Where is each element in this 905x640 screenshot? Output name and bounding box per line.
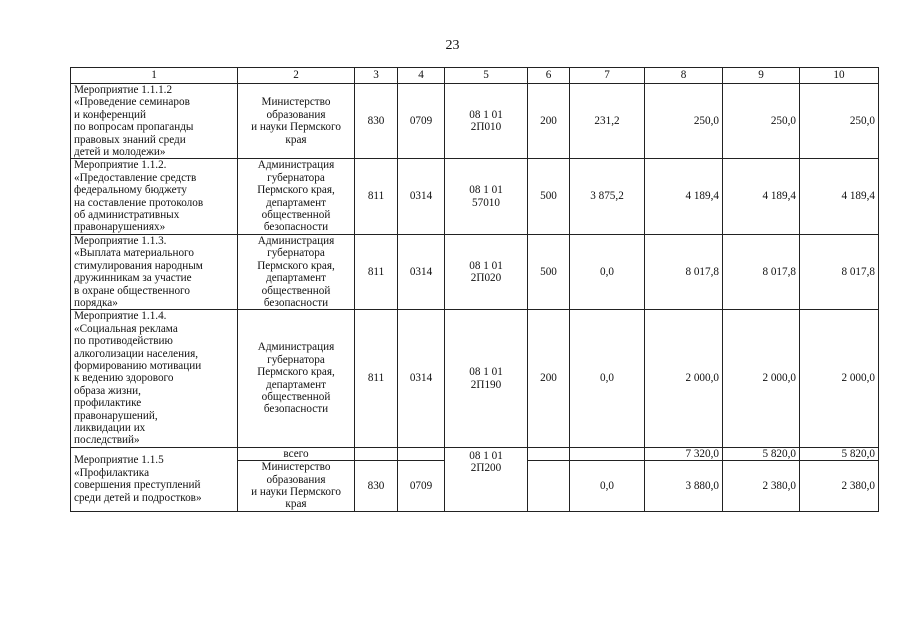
cell-col9: 250,0: [723, 84, 800, 159]
header-row: [71, 68, 879, 84]
header-col-2: 2: [238, 68, 355, 84]
cell-col4: 0709: [398, 461, 445, 512]
cell-col9: 8 017,8: [723, 234, 800, 309]
cell-col3: 830: [355, 84, 398, 159]
cell-col6: 200: [528, 84, 570, 159]
header-col-8: 8: [645, 68, 723, 84]
agency-cell: всего: [238, 447, 355, 460]
cell-col8: 4 189,4: [645, 159, 723, 234]
kbk-line-1: 08 1 01: [469, 449, 503, 462]
table-row: [71, 159, 879, 234]
cell-col4: [398, 447, 445, 460]
cell-col8: 250,0: [645, 84, 723, 159]
header-col-3: 3: [355, 68, 398, 84]
cell-col7: [570, 447, 645, 460]
event-name-cell: Мероприятие 1.1.5 «Профилактика совершения преступлений среди детей и подростков»: [71, 447, 238, 511]
cell-col4: 0709: [398, 84, 445, 159]
cell-col9: 4 189,4: [723, 159, 800, 234]
cell-col9: 2 000,0: [723, 310, 800, 447]
header-col-7: 7: [570, 68, 645, 84]
cell-col10: 2 380,0: [800, 461, 879, 512]
kbk-line-2: 57010: [472, 196, 500, 209]
cell-col7: 231,2: [570, 84, 645, 159]
kbk-line-2: 2П020: [470, 272, 502, 285]
cell-col3: 811: [355, 159, 398, 234]
kbk-line-2: 2П200: [470, 462, 502, 475]
cell-col7: 0,0: [570, 461, 645, 512]
cell-col10: 2 000,0: [800, 310, 879, 447]
header-col-9: 9: [723, 68, 800, 84]
table-row: [71, 84, 879, 159]
header-col-4: 4: [398, 68, 445, 84]
kbk-cell: [445, 234, 528, 309]
cell-col6: [528, 447, 570, 460]
kbk-line-1: 08 1 01: [469, 259, 503, 272]
cell-col3: [355, 447, 398, 460]
agency-cell: Министерство образования и науки Пермского края: [238, 84, 355, 159]
budget-table: [70, 67, 879, 512]
cell-col7: 0,0: [570, 234, 645, 309]
page-number: 23: [445, 38, 460, 53]
cell-col8: 3 880,0: [645, 461, 723, 512]
cell-col3: 811: [355, 310, 398, 447]
header-col-6: 6: [528, 68, 570, 84]
kbk-line-1: 08 1 01: [469, 184, 503, 197]
cell-col8: 7 320,0: [645, 447, 723, 460]
kbk-cell: [445, 84, 528, 159]
kbk-line-1: 08 1 01: [469, 108, 503, 121]
cell-col4: 0314: [398, 159, 445, 234]
cell-col7: 3 875,2: [570, 159, 645, 234]
cell-col10: 250,0: [800, 84, 879, 159]
header-col-1: 1: [71, 68, 238, 84]
event-name-cell: Мероприятие 1.1.3. «Выплата материального стимулирования народным дружинникам за участие в охране общественного порядка»: [71, 234, 238, 309]
cell-col6: 500: [528, 159, 570, 234]
cell-col8: 2 000,0: [645, 310, 723, 447]
cell-col6: [528, 461, 570, 512]
agency-cell: Администрация губернатора Пермского края, департамент общественной безопасности: [238, 234, 355, 309]
kbk-line-2: 2П010: [470, 121, 502, 134]
cell-col8: 8 017,8: [645, 234, 723, 309]
kbk-cell: [445, 159, 528, 234]
table-row: [71, 234, 879, 309]
cell-col6: 200: [528, 310, 570, 447]
table-row: [71, 447, 879, 460]
header-col-10: 10: [800, 68, 879, 84]
kbk-line-2: 2П190: [470, 378, 502, 391]
cell-col9: 2 380,0: [723, 461, 800, 512]
event-name-cell: Мероприятие 1.1.2. «Предоставление средств федеральному бюджету на составление протоколов об административных правонарушениях»: [71, 159, 238, 234]
kbk-cell: [445, 447, 528, 511]
header-col-5: 5: [445, 68, 528, 84]
agency-cell: Администрация губернатора Пермского края, департамент общественной безопасности: [238, 159, 355, 234]
event-name-cell: Мероприятие 1.1.4. «Социальная реклама по противодействию алкоголизации населения, формированию мотивации к ведению здорового образа жизни, профилактике правонарушений, ликвидации их последствий»: [71, 310, 238, 447]
table-row: [71, 310, 879, 447]
cell-col6: 500: [528, 234, 570, 309]
cell-col10: 8 017,8: [800, 234, 879, 309]
cell-col3: 811: [355, 234, 398, 309]
cell-col9: 5 820,0: [723, 447, 800, 460]
cell-col10: 4 189,4: [800, 159, 879, 234]
cell-col4: 0314: [398, 310, 445, 447]
kbk-line-1: 08 1 01: [469, 366, 503, 379]
cell-col10: 5 820,0: [800, 447, 879, 460]
agency-cell: Администрация губернатора Пермского края, департамент общественной безопасности: [238, 310, 355, 447]
agency-cell: Министерство образования и науки Пермского края: [238, 461, 355, 512]
cell-col3: 830: [355, 461, 398, 512]
event-name-cell: Мероприятие 1.1.1.2 «Проведение семинаров и конференций по вопросам пропаганды правовых знаний среди детей и молодежи»: [71, 84, 238, 159]
cell-col4: 0314: [398, 234, 445, 309]
cell-col7: 0,0: [570, 310, 645, 447]
kbk-cell: [445, 310, 528, 447]
